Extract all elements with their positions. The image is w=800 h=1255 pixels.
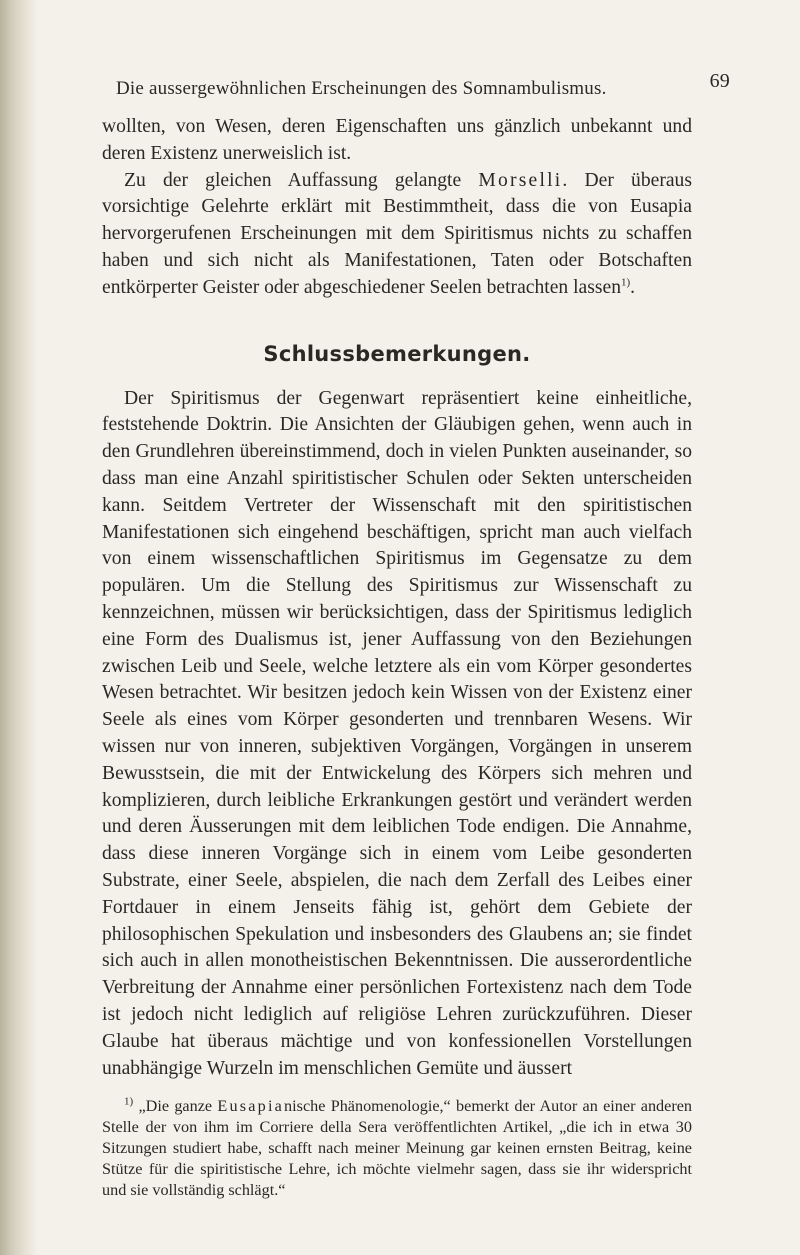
page-edge-shadow	[0, 0, 38, 1255]
footnote-text: nische Phänomenologie,“ bemerkt der Autor an einer anderen Stelle der von ihm im Corriere della Sera veröffentlichten Artikel, „die ich in etwa 30 Sitzungen studiert habe, schafft nach meiner Meinung gar keinen ernsten Beitrag, keine Stütze für die spiritistische Lehre, ich möchte vielmehr sagen, dass sie ihr widerspricht und sie vollständig schlägt.“	[102, 1097, 692, 1200]
text-run: Zu der gleichen Auffassung gelangte	[124, 169, 479, 191]
section-heading: Schlussbemerkungen.	[263, 341, 531, 366]
text-run: .	[630, 276, 636, 298]
paragraph-continuation: wollten, von Wesen, deren Eigenschaften uns gänzlich unbekannt und deren Existenz unerweislich ist.	[102, 116, 692, 164]
paragraph-main: Der Spiritismus der Gegenwart repräsentiert keine einheitliche, feststehende Doktrin. Die Ansichten der Gläubigen gehen, wenn auch in den Grundlehren übereinstimmend, doch in vielen Punkten auseinander, so dass man eine Anzahl spiritistischer Schulen oder Sekten unterscheiden kann. Seitdem Vertreter der Wissenschaft mit den spiritistischen Manifestationen sich eingehend beschäftigen, spricht man auch vielfach von einem wissenschaftlichen Spiritismus im Gegensatze zu dem populären. Um die Stellung des Spiritismus zur Wissenschaft zu kennzeichnen, müssen wir berücksichtigen, dass der Spiritismus lediglich eine Form des Dualismus ist, jener Auffassung von den Beziehungen zwischen Leib und Seele, welche letztere als ein vom Körper gesondertes Wesen betrachtet. Wir besitzen jedoch kein Wissen von der Existenz einer Seele als eines vom Körper gesonderten und trennbaren Wesens. Wir wissen nur von inneren, subjektiven Vorgängen, Vorgängen in unserem Bewusstsein, die mit der Entwickelung des Körpers sich mehren und komplizieren, durch leibliche Erkrankungen gestört und verändert werden und deren Äusserungen mit dem leiblichen Tode endigen. Die Annahme, dass diese inneren Vorgänge sich in einem vom Leibe gesonderten Substrate, einer Seele, abspielen, die nach dem Zerfall des Leibes einer Fortdauer in einem Jenseits fähig ist, gehört dem Gebiete der philosophischen Spekulation und insbesonders des Glaubens an; sie findet sich auch in allen monotheistischen Bekenntnissen. Die ausserordentliche Verbreitung der Annahme einer persönlichen Fortexistenz nach dem Tode ist jedoch nicht lediglich auf religiöse Lehren zurückzuführen. Dieser Glaube hat überaus mächtige und von konfessionellen Vorstellungen unabhängige Wurzeln im menschlichen Gemüte und äussert	[102, 387, 692, 1079]
footnote	[102, 1096, 692, 1201]
running-head	[102, 70, 730, 100]
text-run: . Der überaus vorsichtige Gelehrte erklärt mit Bestimmtheit, dass die von Eusapia hervorgerufenen Erscheinungen mit dem Spiritismus nichts zu schaffen haben und sich nicht als Manifestationen, Taten oder Botschaften entkörperter Geister oder abgeschiedener Seelen betrachten lassen	[102, 169, 692, 298]
footnote-name: Eusapia	[217, 1097, 285, 1116]
footnote-marker: 1)	[124, 1095, 134, 1108]
page-number: 69	[709, 70, 730, 92]
person-name: Morselli	[478, 169, 563, 191]
running-head-title: Die aussergewöhnlichen Erscheinungen des Somnambulismus.	[116, 78, 607, 99]
footnote-reference: 1)	[621, 276, 631, 289]
paragraph-morselli	[102, 168, 692, 302]
footnote-text: „Die ganze	[133, 1097, 218, 1116]
book-page	[102, 70, 730, 1201]
